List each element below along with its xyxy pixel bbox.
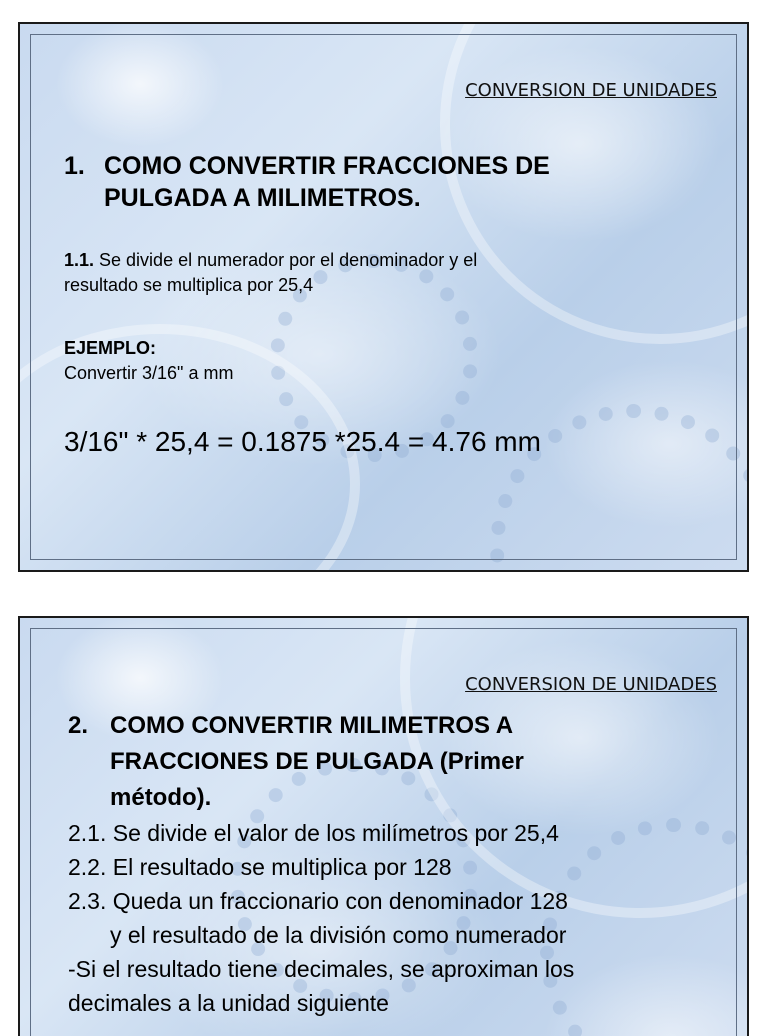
slide-title: [64, 150, 704, 214]
title-line: PULGADA A MILIMETROS.: [104, 184, 421, 212]
title-number: 2.: [68, 712, 89, 739]
slide-title: [68, 708, 668, 816]
slide-header: CONVERSION DE UNIDADES: [465, 80, 717, 101]
title-line: método).: [110, 784, 212, 811]
slide-1: [18, 22, 749, 572]
list-item: y el resultado de la división como numerador: [110, 922, 567, 948]
step-text: resultado se multiplica por 25,4: [64, 275, 314, 295]
step-label: 1.1.: [64, 250, 95, 270]
step-text: Se divide el numerador por el denominador y el: [94, 250, 478, 270]
title-line: FRACCIONES DE PULGADA (Primer: [110, 748, 524, 775]
slide-2: [18, 616, 749, 1036]
list-item: 2.3. Queda un fraccionario con denominador 128: [68, 888, 568, 914]
list-item: decimales a la unidad siguiente: [68, 990, 389, 1016]
title-line: COMO CONVERTIR MILIMETROS A: [110, 712, 514, 739]
list-item: 2.2. El resultado se multiplica por 128: [68, 854, 452, 880]
step-paragraph: [64, 248, 704, 298]
steps-list: [68, 816, 738, 1020]
slide-header: CONVERSION DE UNIDADES: [465, 674, 717, 695]
list-item: 2.1. Se divide el valor de los milímetros por 25,4: [68, 820, 559, 846]
title-number: 1.: [64, 152, 85, 180]
list-item: -Si el resultado tiene decimales, se aproximan los: [68, 956, 575, 982]
title-line: COMO CONVERTIR FRACCIONES DE: [104, 152, 550, 180]
example-text: Convertir 3/16" a mm: [64, 363, 234, 383]
example-label: EJEMPLO:: [64, 338, 157, 358]
formula: 3/16" * 25,4 = 0.1875 *25.4 = 4.76 mm: [64, 426, 541, 457]
example-block: [64, 336, 704, 386]
